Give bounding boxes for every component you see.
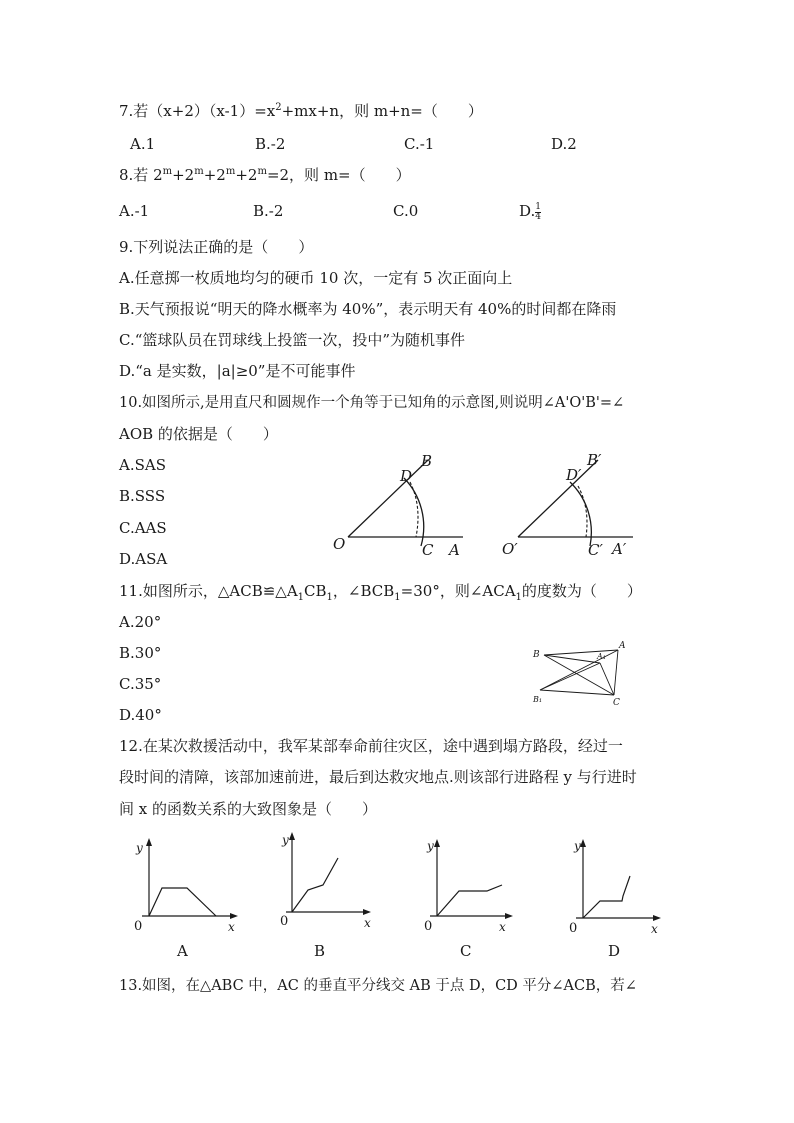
x-axis-label: x [651,922,658,936]
y-axis-label: y [282,833,289,847]
q8-option-a: A.-1 [119,202,150,220]
q12-stem-line2: 段时间的清障，该部加速前进，最后到达救灾地点.则该部行进路程 y 与行进时 [119,768,637,786]
label-b-prime: B′ [587,451,602,469]
q9-option-c: C.“篮球队员在罚球线上投篮一次，投中”为随机事件 [119,331,466,349]
origin-label: 0 [134,919,143,934]
q7-option-a: A.1 [130,135,156,153]
q11-option-b: B.30° [119,644,162,662]
q7-option-b: B.-2 [255,135,286,153]
graph-option-d [566,838,676,938]
label-d-prime: D′ [566,466,582,484]
q7-stem: 7.若$(x+2)(x-1)=x^2+mx+n$，则 m+n=（ ） [119,102,483,120]
q8-option-c: C.0 [393,202,419,220]
q11-option-d: D.40° [119,706,162,724]
angle-construction-figure-left [330,448,470,560]
graph-option-c [422,838,532,938]
label-o-prime: O′ [502,540,518,558]
q12-stem-line1: 12.在某次救援活动中，我军某部奉命前往灾区，途中遇到塌方路段，经过一 [119,737,623,755]
y-axis-label: y [574,839,581,853]
label-d: D [400,467,413,485]
q9-option-b: B.天气预报说“明天的降水概率为 40%”，表示明天有 40%的时间都在降雨 [119,300,617,318]
label-a: A [619,641,626,651]
q11-option-c: C.35° [119,675,162,693]
graph-label-d: D [608,942,621,960]
label-c-prime: C′ [588,541,603,559]
label-a-prime: A′ [612,540,627,558]
q9-option-a: A.任意掷一枚质地均匀的硬币 10 次，一定有 5 次正面向上 [119,269,513,287]
graph-label-b: B [314,942,326,960]
x-axis-label: x [364,916,371,930]
q12-stem-line3: 间 x 的函数关系的大致图象是（ ） [119,800,377,818]
label-a: A [449,541,460,559]
graph-label-c: C [460,942,472,960]
q10-option-a: A.SAS [119,456,166,474]
q10-option-c: C.AAS [119,519,167,537]
origin-label: 0 [424,919,433,934]
angle-construction-figure-right [500,448,640,560]
label-b: B [533,650,540,660]
origin-label: 0 [280,914,289,929]
graph-label-a: A [177,942,188,960]
x-axis-label: x [499,920,506,934]
q7-option-d: D.2 [551,135,577,153]
label-o: O [333,535,346,553]
q11-option-a: A.20° [119,613,162,631]
q10-option-d: D.ASA [119,550,168,568]
origin-label: 0 [569,921,578,936]
fraction-one-quarter: $\frac{1}{4}$ [535,201,541,222]
q10-stem-line2: AOB 的依据是（ ） [119,425,278,443]
graph-option-a [132,838,242,938]
congruent-triangles-figure [530,640,630,708]
label-b1: B₁ [533,695,543,704]
q11-stem: 11.如图所示，$\triangle ACB≌\triangle A_1CB_1$，$\angle BCB_1=30^\circ$，则$\angle ACA_1$的度数为（ ） [119,582,642,603]
label-a1: A₁ [597,652,606,661]
q9-stem: 9.下列说法正确的是（ ） [119,238,314,256]
y-axis-label: y [136,841,143,855]
label-c: C [613,698,620,708]
q8-stem: 8.若 $2^m+2^m+2^m+2^m=2$，则 m=（ ） [119,166,411,184]
q8-option-b: B.-2 [253,202,284,220]
q7-option-c: C.-1 [404,135,435,153]
y-axis-label: y [427,839,434,853]
label-b: B [421,452,433,470]
x-axis-label: x [228,920,235,934]
q9-option-d: D.“a 是实数，|a|≥0”是不可能事件 [119,362,356,380]
label-c: C [422,541,434,559]
q13-stem: 13.如图，在△ABC 中，AC 的垂直平分线交 AB 于点 D，CD 平分∠ACB，若∠ [119,978,637,994]
q10-stem-line1: 10.如图所示,是用直尺和圆规作一个角等于已知角的示意图,则说明∠A'O'B'=∠ [119,395,625,411]
q10-option-b: B.SSS [119,487,166,505]
graph-option-b [276,830,386,930]
q8-option-d: D. $\frac{1}{4}$ [519,201,541,222]
